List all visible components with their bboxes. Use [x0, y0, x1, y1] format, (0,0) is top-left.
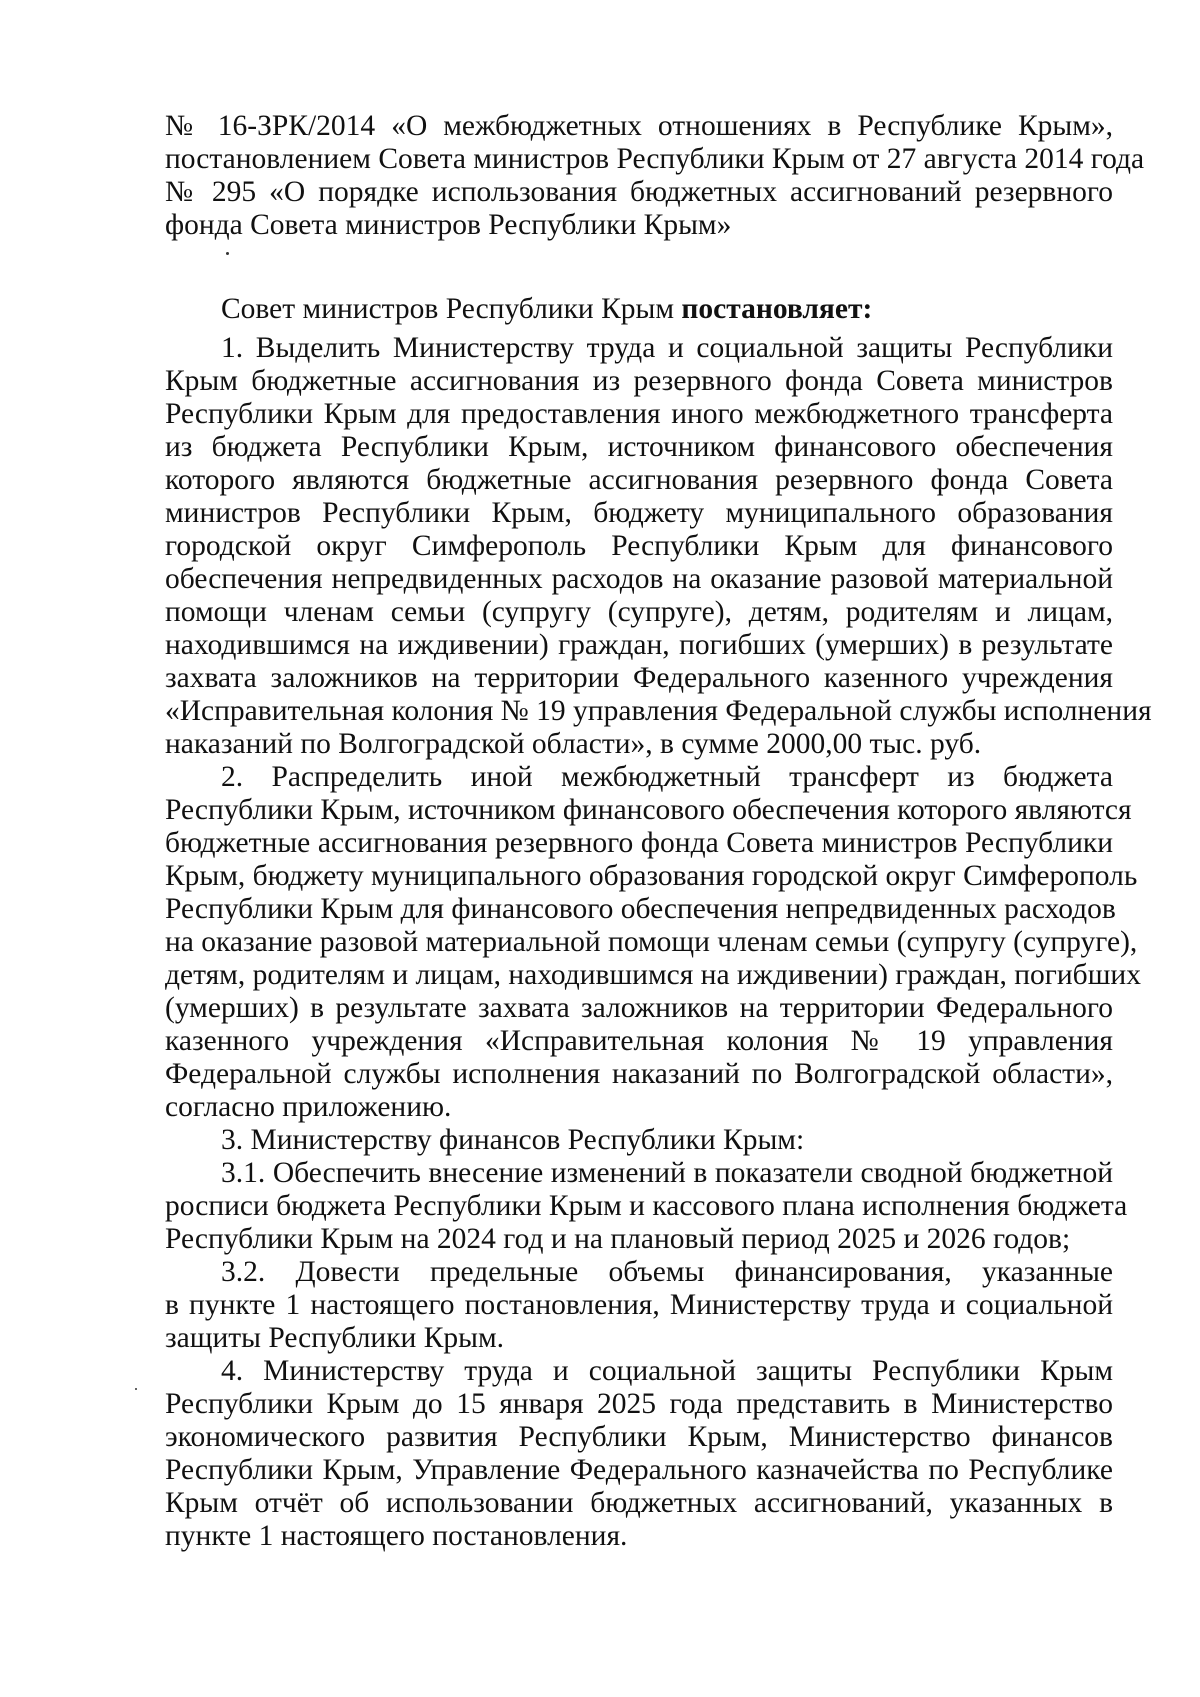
- item-line: министров Республики Крым, бюджету муниципального образования: [165, 497, 1113, 529]
- item-line: городской округ Симферополь Республики Крым для финансового: [165, 530, 1113, 562]
- item-line: Республики Крым для финансового обеспечения непредвиденных расходов: [165, 893, 1116, 925]
- item-line: казенного учреждения «Исправительная колония № 19 управления: [165, 1025, 1113, 1057]
- item-line: из бюджета Республики Крым, источником финансового обеспечения: [165, 431, 1113, 463]
- header-line: постановлением Совета министров Республики Крым от 27 августа 2014 года: [165, 143, 1145, 175]
- item-line: Крым, бюджету муниципального образования городской округ Симферополь: [165, 860, 1138, 892]
- decree-verb: постановляет:: [681, 293, 873, 325]
- item-line: Республики Крым, источником финансового обеспечения которого являются: [165, 794, 1132, 826]
- decree-intro-text: Совет министров Республики Крым: [221, 293, 682, 325]
- item-line: Республики Крым на 2024 год и на плановый период 2025 и 2026 годов;: [165, 1223, 1071, 1255]
- header-line: фонда Совета министров Республики Крым»: [165, 209, 732, 241]
- item-3-1: [165, 1157, 1128, 1256]
- item-line: Крым отчёт об использовании бюджетных ассигнований, указанных в: [165, 1487, 1113, 1519]
- item-line: обеспечения непредвиденных расходов на оказание разовой материальной: [165, 563, 1113, 595]
- item-line: экономического развития Республики Крым, Министерство финансов: [165, 1421, 1113, 1453]
- item-line: согласно приложению.: [165, 1091, 452, 1123]
- item-1: [165, 332, 1152, 761]
- scan-speck: [135, 1388, 137, 1390]
- item-2: [165, 761, 1141, 1124]
- item-line: 2. Распределить иной межбюджетный трансферт из бюджета: [221, 761, 1113, 793]
- item-line: росписи бюджета Республики Крым и кассового плана исполнения бюджета: [165, 1190, 1128, 1222]
- item-line: Республики Крым до 15 января 2025 года представить в Министерство: [165, 1388, 1113, 1420]
- item-3: 3. Министерству финансов Республики Крым:: [221, 1124, 805, 1156]
- item-line: находившимся на иждивении) граждан, погибших (умерших) в результате: [165, 629, 1113, 661]
- header-line: № 295 «О порядке использования бюджетных ассигнований резервного: [165, 176, 1113, 208]
- item-line: бюджетные ассигнования резервного фонда Совета министров Республики: [165, 827, 1113, 859]
- item-line: 1. Выделить Министерству труда и социальной защиты Республики: [221, 332, 1113, 364]
- document-body: [165, 110, 1152, 1553]
- header-line: № 16-ЗРК/2014 «О межбюджетных отношениях в Республике Крым»,: [165, 110, 1113, 142]
- item-line: Республики Крым для предоставления иного межбюджетного трансферта: [165, 398, 1113, 430]
- item-line: «Исправительная колония № 19 управления Федеральной службы исполнения: [165, 695, 1152, 727]
- item-line: 3.2. Довести предельные объемы финансирования, указанные: [221, 1256, 1113, 1288]
- item-line: Федеральной службы исполнения наказаний по Волгоградской области»,: [165, 1058, 1113, 1090]
- decree-intro: [165, 293, 1113, 326]
- item-line: пункте 1 настоящего постановления.: [165, 1520, 628, 1552]
- item-line: помощи членам семьи (супругу (супруге), детям, родителям и лицам,: [165, 596, 1113, 628]
- item-line: 3.1. Обеспечить внесение изменений в показатели сводной бюджетной: [221, 1157, 1113, 1189]
- item-line: детям, родителям и лицам, находившимся на иждивении) граждан, погибших: [165, 959, 1141, 991]
- item-line: Крым бюджетные ассигнования из резервного фонда Совета министров: [165, 365, 1113, 397]
- item-line: на оказание разовой материальной помощи членам семьи (супругу (супруге),: [165, 926, 1138, 958]
- header-block: [165, 110, 1145, 242]
- item-line: Республики Крым, Управление Федерального казначейства по Республике: [165, 1454, 1113, 1486]
- item-4: [165, 1355, 1113, 1553]
- item-line: в пункте 1 настоящего постановления, Министерству труда и социальной: [165, 1289, 1113, 1321]
- item-line: защиты Республики Крым.: [165, 1322, 504, 1354]
- item-3-2: [165, 1256, 1113, 1355]
- item-line: (умерших) в результате захвата заложников на территории Федерального: [165, 992, 1113, 1024]
- item-line: захвата заложников на территории Федерального казенного учреждения: [165, 662, 1113, 694]
- item-line: которого являются бюджетные ассигнования резервного фонда Совета: [165, 464, 1113, 496]
- item-line: наказаний по Волгоградской области», в сумме 2000,00 тыс. руб.: [165, 728, 982, 760]
- item-line: 4. Министерству труда и социальной защиты Республики Крым: [221, 1355, 1113, 1387]
